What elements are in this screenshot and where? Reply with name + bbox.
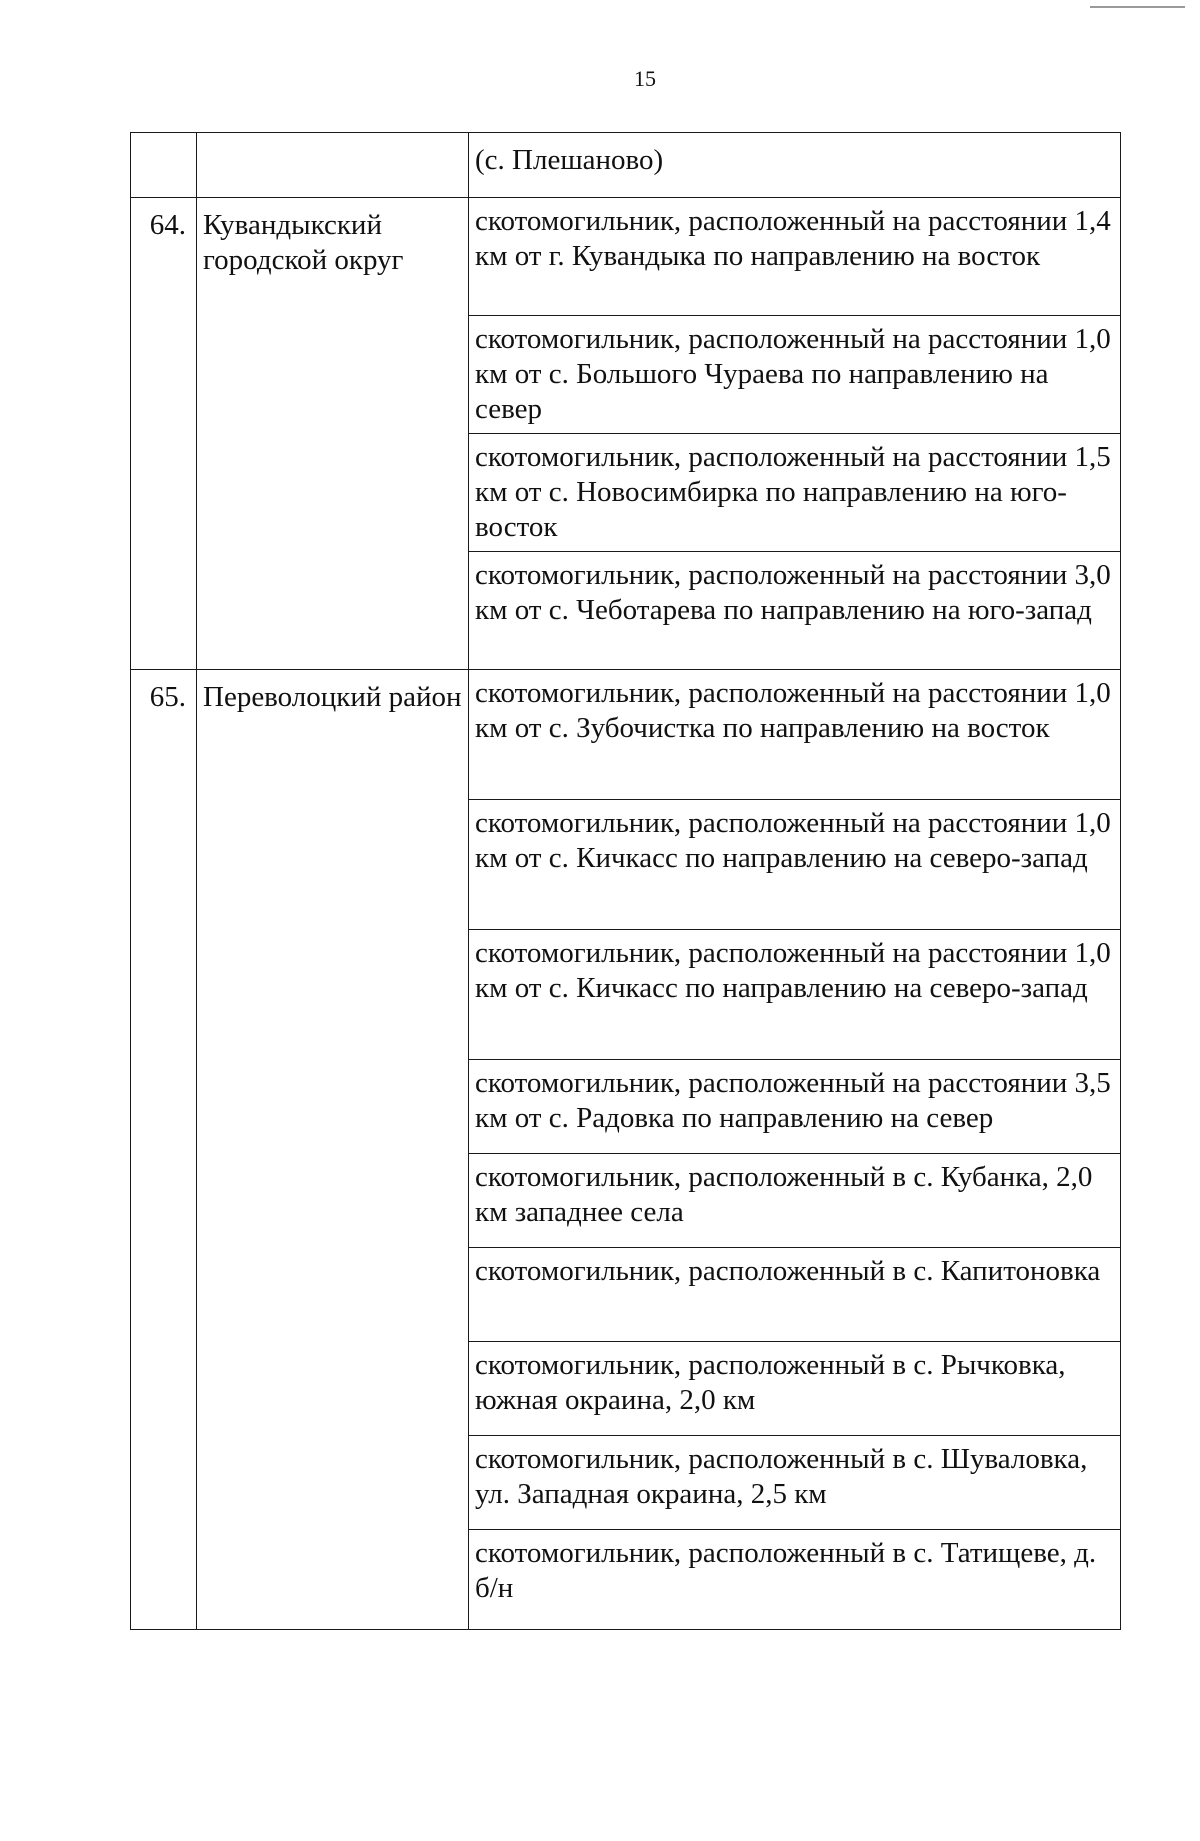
cattle-burial-sites-table [130, 132, 1121, 1630]
site-description-cell: скотомогильник, расположенный в с. Шуваловка, ул. Западная окраина, 2,5 км [469, 1436, 1121, 1530]
site-description-cell: скотомогильник, расположенный в с. Рычковка, южная окраина, 2,0 км [469, 1342, 1121, 1436]
row-number-cell: 65. [131, 670, 197, 1630]
table-row-continued [131, 133, 1121, 198]
site-description-cell: скотомогильник, расположенный на расстоянии 1,4 км от г. Кувандыка по направлению на восток [469, 198, 1121, 316]
scan-corner-mark [1090, 6, 1185, 8]
page-number: 15 [634, 66, 656, 91]
site-description-cell: (с. Плешаново) [469, 133, 1121, 198]
site-description-cell: скотомогильник, расположенный на расстоянии 1,0 км от с. Кичкасс по направлению на северо-запад [469, 930, 1121, 1060]
site-description-cell: скотомогильник, расположенный на расстоянии 3,5 км от с. Радовка по направлению на север [469, 1060, 1121, 1154]
row-number-cell: 64. [131, 198, 197, 670]
district-name-cell [197, 133, 469, 198]
site-description-cell: скотомогильник, расположенный на расстоянии 1,0 км от с. Зубочистка по направлению на восток [469, 670, 1121, 800]
site-description-cell: скотомогильник, расположенный в с. Кубанка, 2,0 км западнее села [469, 1154, 1121, 1248]
site-description-cell: скотомогильник, расположенный на расстоянии 1,0 км от с. Большого Чураева по направлению на север [469, 316, 1121, 434]
site-description-cell: скотомогильник, расположенный на расстоянии 1,5 км от с. Новосимбирка по направлению на юго-восток [469, 434, 1121, 552]
row-number-cell [131, 133, 197, 198]
site-description-cell: скотомогильник, расположенный в с. Татищеве, д. б/н [469, 1530, 1121, 1630]
table-row [131, 670, 1121, 800]
district-name-cell: Переволоцкий район [197, 670, 469, 1630]
site-description-cell: скотомогильник, расположенный на расстоянии 3,0 км от с. Чеботарева по направлению на юго-запад [469, 552, 1121, 670]
table-row [131, 198, 1121, 316]
site-description-cell: скотомогильник, расположенный в с. Капитоновка [469, 1248, 1121, 1342]
site-description-cell: скотомогильник, расположенный на расстоянии 1,0 км от с. Кичкасс по направлению на северо-запад [469, 800, 1121, 930]
district-name-cell: Кувандыкский городской округ [197, 198, 469, 670]
